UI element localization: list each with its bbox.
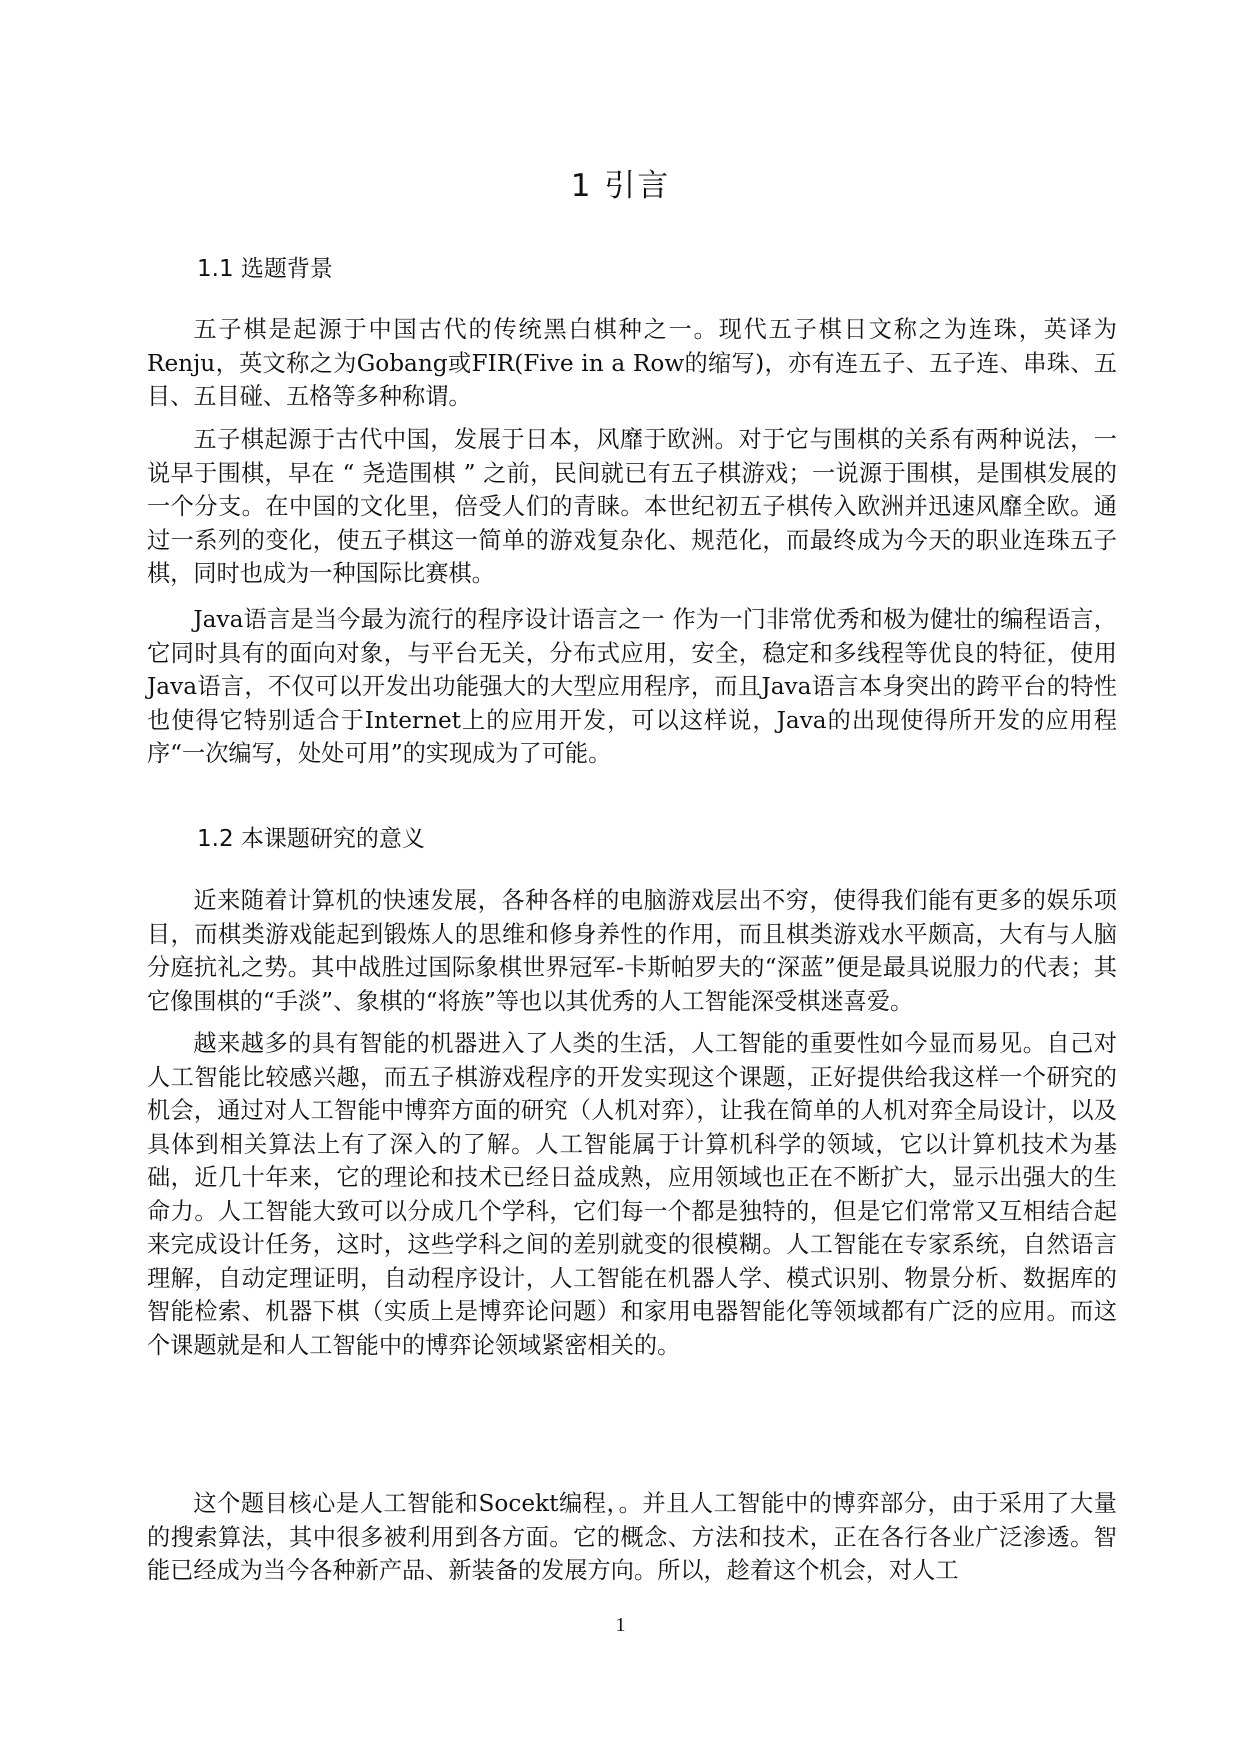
paragraph: 五子棋起源于古代中国，发展于日本，风靡于欧洲。对于它与围棋的关系有两种说法，一说早于围棋，早在 “ 尧造围棋 ” 之前，民间就已有五子棋游戏；一说源于围棋，是围棋发展的一个分支。在中国的文化里，倍受人们的青睐。本世纪初五子棋传入欧洲并迅速风靡全欧。通过一系列的变化，使五子棋这一简单的游戏复杂化、规范化，而最终成为今天的职业连珠五子棋，同时也成为一种国际比赛棋。	[147, 426, 1117, 587]
section-heading-1-1: 1.1 选题背景	[197, 256, 333, 282]
paragraph: 这个题目核心是人工智能和Socekt编程，。并且人工智能中的博弈部分，由于采用了大量的搜索算法，其中很多被利用到各方面。它的概念、方法和技术，正在各行各业广泛渗透。智能已经成为当今各种新产品、新装备的发展方向。所以，趁着这个机会，对人工	[147, 1490, 1117, 1584]
chapter-title: 1 引言	[570, 168, 671, 204]
paragraph: 近来随着计算机的快速发展，各种各样的电脑游戏层出不穷，使得我们能有更多的娱乐项目，而棋类游戏能起到锻炼人的思维和修身养性的作用，而且棋类游戏水平颇高，大有与人脑分庭抗礼之势。其中战胜过国际象棋世界冠军-卡斯帕罗夫的“深蓝”便是最具说服力的代表；其它像围棋的“手淡”、象棋的“将族”等也以其优秀的人工智能深受棋迷喜爱。	[147, 887, 1117, 1015]
paragraph: 越来越多的具有智能的机器进入了人类的生活，人工智能的重要性如今显而易见。自己对人工智能比较感兴趣，而五子棋游戏程序的开发实现这个课题，正好提供给我这样一个研究的机会，通过对人工智能中博弈方面的研究（人机对弈），让我在简单的人机对弈全局设计，以及具体到相关算法上有了深入的了解。人工智能属于计算机科学的领域，它以计算机技术为基础，近几十年来，它的理论和技术已经日益成熟，应用领域也正在不断扩大，显示出强大的生命力。人工智能大致可以分成几个学科，它们每一个都是独特的，但是它们常常又互相结合起来完成设计任务，这时，这些学科之间的差别就变的很模糊。人工智能在专家系统，自然语言理解，自动定理证明，自动程序设计，人工智能在机器人学、模式识别、物景分析、数据库的智能检索、机器下棋（实质上是博弈论问题）和家用电器智能化等领域都有广泛的应用。而这个课题就是和人工智能中的博弈论领域紧密相关的。	[147, 1030, 1117, 1359]
section-heading-1-2: 1.2 本课题研究的意义	[197, 826, 425, 852]
page-number: 1	[615, 1614, 626, 1636]
paragraph: 五子棋是起源于中国古代的传统黑白棋种之一。现代五子棋日文称之为连珠，英译为Renju，英文称之为Gobang或FIR(Five in a Row的缩写)，亦有连五子、五子连、串珠、五目、五目碰、五格等多种称谓。	[147, 316, 1117, 410]
paragraph: Java语言是当今最为流行的程序设计语言之一 作为一门非常优秀和极为健壮的编程语言，它同时具有的面向对象，与平台无关，分布式应用，安全，稳定和多线程等优良的特征，使用Java语言，不仅可以开发出功能强大的大型应用程序，而且Java语言本身突出的跨平台的特性也使得它特别适合于Internet上的应用开发，可以这样说，Java的出现使得所开发的应用程序“一次编写，处处可用”的实现成为了可能。	[147, 606, 1117, 767]
